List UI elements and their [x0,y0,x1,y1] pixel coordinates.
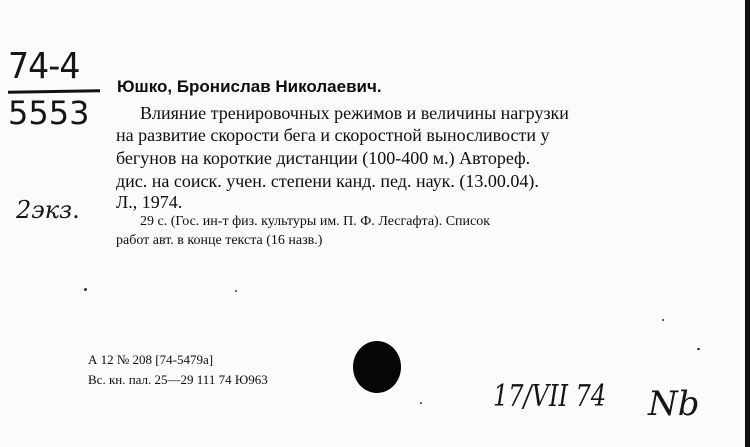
collation-note-line-1: 29 с. (Гос. ин-т физ. культуры им. П. Ф. Лесгафта). Список [140,214,491,229]
title-line-1: Влияние тренировочных режимов и величины нагрузки [140,103,569,123]
copies-note: 2экз. [16,196,80,224]
punch-hole [353,341,401,393]
dust-speck [84,288,87,291]
stamp-line-2: Вс. кн. пал. 25—29 111 74 Ю963 [88,372,268,387]
title-line-4: дис. на соиск. учен. степени канд. пед. наук. (13.00.04). [116,171,539,191]
collation-note-line-2: работ авт. в конце текста (16 назв.) [116,233,323,248]
dust-speck [235,290,237,292]
title-line-2: на развитие скорости бега и скоростной выносливости у [116,125,550,145]
title-line-3: бегунов на короткие дистанции (100-400 м.) Автореф. [116,148,531,168]
handwritten-signature: Nb [648,384,700,424]
dust-speck [420,402,422,404]
handwritten-date: 17/VII 74 [493,379,607,414]
call-number-bottom: 5553 [8,94,90,132]
call-number-top: 74-4 [8,46,80,87]
stamp-line-1: А 12 № 208 [74-5479а] [88,352,214,367]
publication-line: Л., 1974. [116,192,183,212]
dust-speck [697,348,700,350]
dust-speck [662,319,664,321]
author-heading: Юшко, Бронислав Николаевич. [117,77,382,96]
card-edge [745,0,750,447]
